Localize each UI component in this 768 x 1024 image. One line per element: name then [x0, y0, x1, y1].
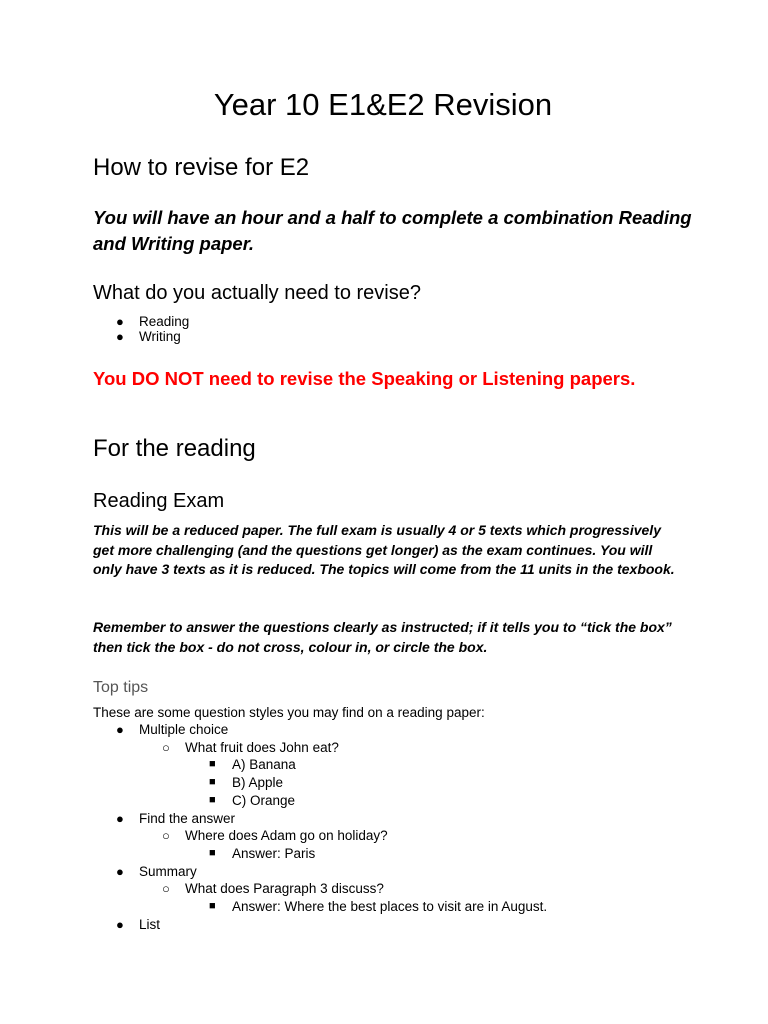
- document-title: Year 10 E1&E2 Revision: [213, 87, 553, 122]
- bullet-icon: ●: [116, 329, 124, 344]
- warning-text: You DO NOT need to revise the Speaking or Listening papers.: [93, 368, 636, 389]
- heading-how-to-revise: How to revise for E2: [93, 154, 310, 181]
- list-item: What fruit does John eat?: [185, 739, 339, 755]
- bullet-icon: ■: [209, 776, 216, 789]
- bullet-icon: ○: [162, 828, 170, 844]
- list-item: Writing: [139, 329, 181, 344]
- list-item: Multiple choice: [139, 722, 229, 737]
- list-item: C) Orange: [232, 792, 296, 808]
- list-item: B) Apple: [232, 775, 284, 791]
- list-item: Answer: Paris: [232, 845, 316, 861]
- bullet-icon: ○: [162, 739, 170, 755]
- heading-reading-exam: Reading Exam: [93, 490, 225, 512]
- bullet-icon: ●: [116, 810, 124, 826]
- list-item: Where does Adam go on holiday?: [185, 828, 388, 844]
- list-item: A) Banana: [232, 757, 296, 773]
- list-item: What does Paragraph 3 discuss?: [185, 881, 384, 897]
- bullet-icon: ○: [162, 881, 170, 897]
- bullet-icon: ●: [116, 916, 124, 932]
- intro-paragraph: You will have an hour and a half to complete a combination Reading and Writing paper.: [93, 207, 692, 254]
- tips-intro: These are some question styles you may find on a reading paper:: [93, 705, 485, 720]
- bullet-icon: ●: [116, 722, 124, 737]
- list-item: Find the answer: [139, 810, 236, 826]
- bullet-icon: ■: [209, 900, 216, 912]
- list-item: Summary: [139, 863, 197, 879]
- bullet-icon: ■: [209, 758, 216, 771]
- list-item: List: [139, 916, 161, 932]
- bullet-icon: ■: [209, 793, 216, 806]
- instructions-paragraph: Remember to answer the questions clearly as instructed; if it tells you to “tick the box” then tick the box - do not cross, colour in, or circle the box.: [93, 619, 672, 655]
- heading-for-the-reading: For the reading: [93, 435, 256, 462]
- bullet-icon: ●: [116, 863, 124, 879]
- list-item: Reading: [139, 314, 190, 329]
- reading-exam-paragraph: This will be a reduced paper. The full exam is usually 4 or 5 texts which progressively get more challenging (and the questions get longer) as the exam continues. You will only have 3 texts as it is reduced. The topics will come from the 11 units in the texbook.: [93, 522, 675, 577]
- bullet-icon: ■: [209, 846, 216, 859]
- heading-what-to-revise: What do you actually need to revise?: [93, 282, 421, 304]
- list-item: Answer: Where the best places to visit are in August.: [232, 899, 548, 914]
- bullet-icon: ●: [116, 314, 124, 329]
- heading-top-tips: Top tips: [93, 679, 149, 696]
